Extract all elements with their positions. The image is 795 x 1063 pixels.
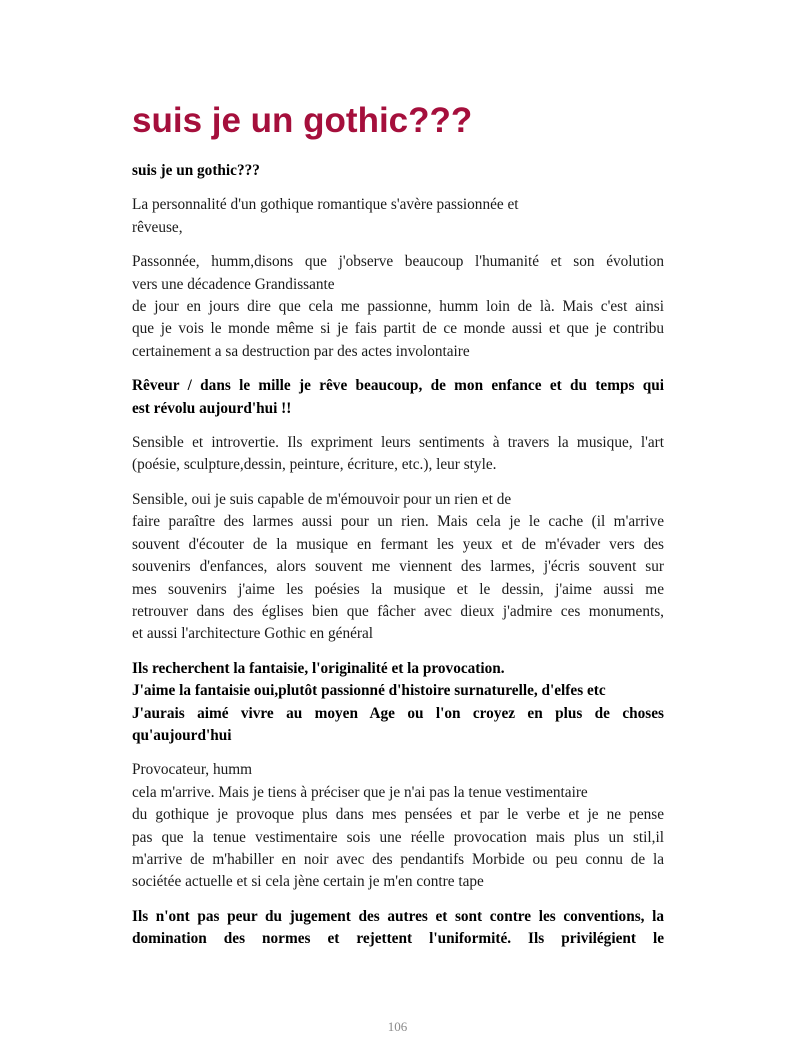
text-line: rêveuse, (132, 218, 183, 236)
page-title: suis je un gothic??? (132, 101, 473, 140)
paragraph-sensitive (132, 489, 664, 646)
text-line: Sensible, oui je suis capable de m'émouvoir pour un rien et de (132, 490, 512, 508)
text-line: Passonnée, humm,disons que j'observe beaucoup l'humanité et son évolution (132, 253, 664, 271)
text-line: vers une décadence Grandissante (132, 275, 335, 293)
text-line: J'aime la fantaisie oui,plutôt passionné d'histoire surnaturelle, d'elfes etc (132, 682, 606, 700)
text-line: souvent d'écouter de la musique en fermant les yeux et de m'évader vers des (132, 535, 664, 553)
page-number: 106 (387, 1019, 408, 1034)
text-line: pas que la tenue vestimentaire sois une réelle provocation mais plus un stil,il (132, 828, 664, 846)
text-line: Ils recherchent la fantaisie, l'originalité et la provocation. (132, 659, 505, 677)
text-line: La personnalité d'un gothique romantique s'avère passionnée et (132, 196, 519, 214)
text-line: qu'aujourd'hui (132, 726, 232, 744)
paragraph-personality (132, 194, 664, 239)
paragraph-fantasy (132, 658, 664, 748)
text-line: souvenirs d'enfances, alors souvent me viennent des larmes, j'écris souvent sur (132, 558, 664, 576)
text-line: (poésie, sculpture,dessin, peinture, écriture, etc.), leur style. (132, 456, 497, 474)
text-line: Provocateur, humm (132, 761, 253, 779)
text-line: cela m'arrive. Mais je tiens à préciser que je n'ai pas la tenue vestimentaire (132, 783, 588, 801)
text-line: J'aurais aimé vivre au moyen Age ou l'on croyez en plus de choses (132, 704, 664, 722)
text-line: m'arrive de m'habiller en noir avec des pendantifs Morbide ou peu connu de la (132, 850, 664, 868)
text-line: mes souvenirs j'aime les poésies la musique et le dessin, j'aime aussi me (132, 580, 664, 598)
text-line: Rêveur / dans le mille je rêve beaucoup, de mon enfance et du temps qui (132, 377, 664, 395)
text-line: est révolu aujourd'hui !! (132, 399, 292, 417)
paragraph-provocateur (132, 759, 664, 893)
paragraph-dreamer (132, 375, 664, 420)
text-line: retrouver dans des églises bien que fâcher avec dieux j'admire ces monuments, (132, 602, 664, 620)
text-line: sociétée actuelle et si cela jène certain je m'en contre tape (132, 873, 484, 891)
paragraph-passionate (132, 251, 664, 363)
paragraph-sensitive-intro (132, 432, 664, 477)
text-line: domination des normes et rejettent l'uniformité. Ils privilégient le (132, 930, 664, 948)
text-line: du gothique je provoque plus dans mes pensées et par le verbe et je ne pense (132, 806, 664, 824)
text-line: que je vois le monde même si je fais partit de ce monde aussi et que je contribu (132, 320, 664, 338)
text-line: Sensible et introvertie. Ils expriment leurs sentiments à travers la musique, l'art (132, 434, 664, 452)
paragraph-judgement (132, 906, 664, 951)
subtitle: suis je un gothic??? (132, 162, 260, 179)
text-line: Ils n'ont pas peur du jugement des autres et sont contre les conventions, la (132, 907, 664, 925)
text-line: et aussi l'architecture Gothic en général (132, 625, 374, 643)
text-line: de jour en jours dire que cela me passionne, humm loin de là. Mais c'est ainsi (132, 298, 664, 316)
article-body (132, 160, 664, 963)
text-line: certainement a sa destruction par des actes involontaire (132, 342, 470, 360)
text-line: faire paraître des larmes aussi pour un rien. Mais cela je le cache (il m'arrive (132, 513, 664, 531)
